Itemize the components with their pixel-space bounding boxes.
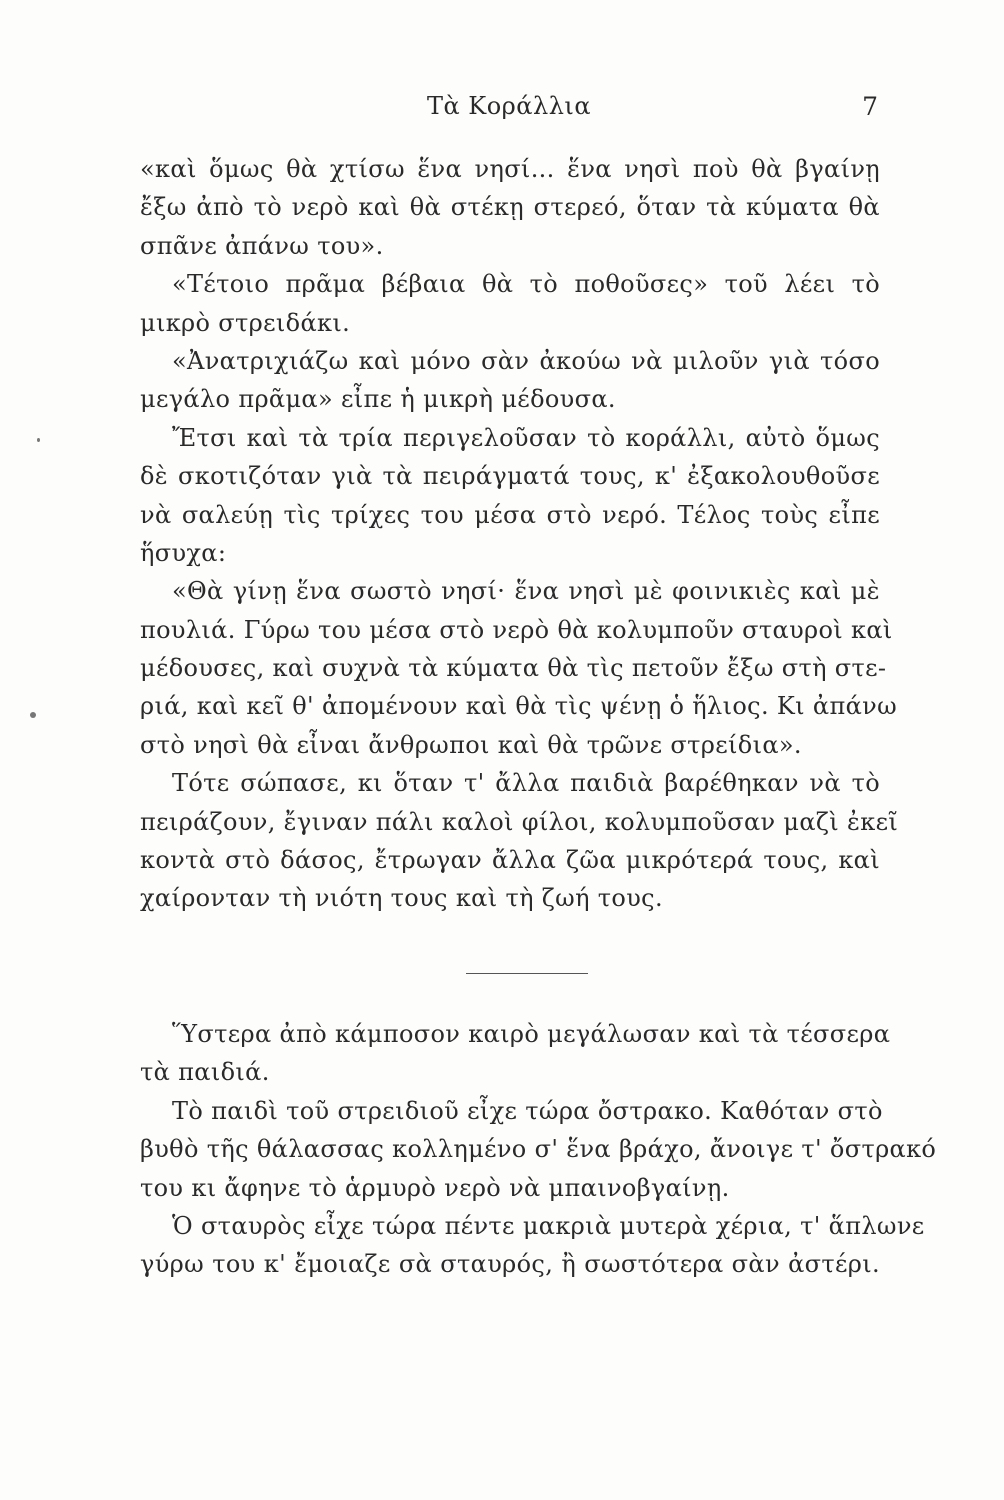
running-title: Τὰ Κοράλλια <box>426 92 592 120</box>
text-line: δὲ σκοτιζόταν γιὰ τὰ πειράγματά τους, κ' ἐξακολουθοῦσε <box>140 462 880 491</box>
text-line: Τὸ παιδὶ τοῦ στρειδιοῦ εἶχε τώρα ὄστρακο. Καθόταν στὸ <box>172 1096 883 1125</box>
text-block-2 <box>140 1015 937 1284</box>
text-line: Ὁ σταυρὸς εἶχε τώρα πέντε μακριὰ μυτερὰ χέρια, τ' ἅπλωνε <box>172 1211 925 1240</box>
text-line: στὸ νησὶ θὰ εἶναι ἄνθρωποι καὶ θὰ τρῶνε στρείδια». <box>140 730 802 759</box>
text-line: «Ἀνατριχιάζω καὶ μόνο σὰν ἀκούω νὰ μιλοῦν γιὰ τόσο <box>172 346 880 375</box>
text-line: Ὕστερα ἀπὸ κάμποσον καιρὸ μεγάλωσαν καὶ τὰ τέσσερα <box>172 1020 891 1048</box>
text-line: κοντὰ στὸ δάσος, ἔτρωγαν ἄλλα ζῶα μικρότερά τους, καὶ <box>140 846 880 875</box>
text-line: γύρω του κ' ἔμοιαζε σὰ σταυρός, ἢ σωστότερα σὰν ἀστέρι. <box>140 1250 880 1279</box>
text-block-1 <box>140 150 899 918</box>
text-line: πειράζουν, ἔγιναν πάλι καλοὶ φίλοι, κολυμποῦσαν μαζὶ ἐκεῖ <box>140 807 899 836</box>
paper-speck <box>30 712 36 718</box>
page-number: 7 <box>862 92 878 121</box>
text-line: μέδουσες, καὶ συχνὰ τὰ κύματα θὰ τὶς πετοῦν ἔξω στὴ στε- <box>140 654 887 683</box>
paper-speck <box>37 438 40 442</box>
text-line: του κι ἄφηνε τὸ ἁρμυρὸ νερὸ νὰ μπαινοβγαίνῃ. <box>140 1173 730 1202</box>
text-line: Ἔτσι καὶ τὰ τρία περιγελοῦσαν τὸ κοράλλι, αὐτὸ ὅμως <box>172 423 880 452</box>
text-line: «Τέτοιο πρᾶμα βέβαια θὰ τὸ ποθοῦσες» τοῦ λέει τὸ <box>172 270 880 299</box>
text-line: μικρὸ στρειδάκι. <box>140 308 351 337</box>
text-line: πουλιά. Γύρω του μέσα στὸ νερὸ θὰ κολυμποῦν σταυροὶ καὶ <box>140 615 893 644</box>
text-line: τὰ παιδιά. <box>140 1058 270 1087</box>
text-line: «Θὰ γίνῃ ἕνα σωστὸ νησί· ἕνα νησὶ μὲ φοινικιὲς καὶ μὲ <box>172 577 880 606</box>
text-line: Τότε σώπασε, κι ὅταν τ' ἄλλα παιδιὰ βαρέθηκαν νὰ τὸ <box>172 769 880 798</box>
text-line: μεγάλο πρᾶμα» εἶπε ἡ μικρὴ μέδουσα. <box>140 385 616 414</box>
text-line: βυθὸ τῆς θάλασσας κολλημένο σ' ἕνα βράχο, ἄνοιγε τ' ὄστρακό <box>140 1135 937 1164</box>
text-line: ἔξω ἀπὸ τὸ νερὸ καὶ θὰ στέκῃ στερεό, ὅταν τὰ κύματα θὰ <box>140 193 880 222</box>
text-line: νὰ σαλεύῃ τὶς τρίχες του μέσα στὸ νερό. Τέλος τοὺς εἶπε <box>140 500 880 529</box>
page-header <box>140 92 878 132</box>
text-line: ριά, καὶ κεῖ θ' ἀπομένουν καὶ θὰ τὶς ψένῃ ὁ ἥλιος. Κι ἀπάνω <box>140 692 898 721</box>
section-divider <box>466 973 588 974</box>
text-line: «καὶ ὅμως θὰ χτίσω ἕνα νησί... ἕνα νησὶ ποὺ θὰ βγαίνῃ <box>140 155 880 183</box>
text-line: χαίρονταν τὴ νιότη τους καὶ τὴ ζωή τους. <box>140 884 663 913</box>
text-line: ἥσυχα: <box>140 538 227 567</box>
text-line: σπᾶνε ἀπάνω του». <box>140 231 384 260</box>
